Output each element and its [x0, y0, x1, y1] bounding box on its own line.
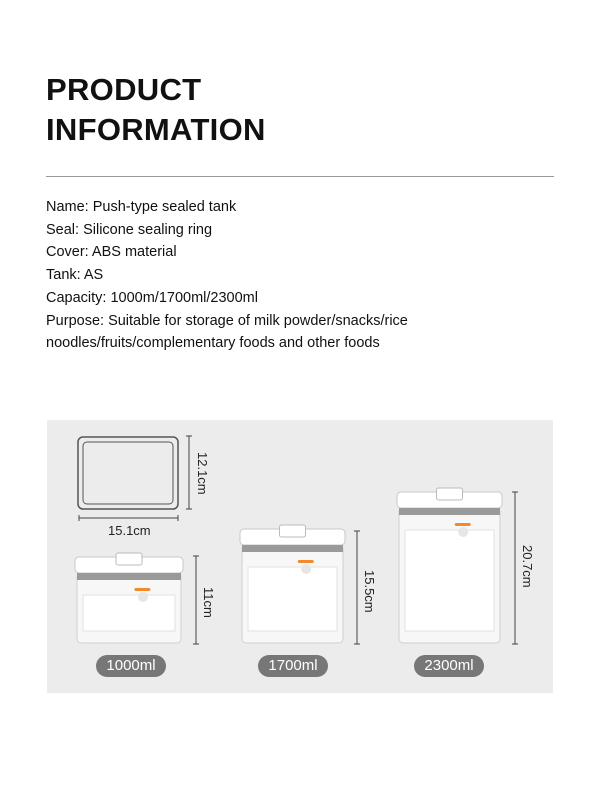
release-button	[134, 588, 150, 591]
height-label-1000: 11cm	[201, 587, 216, 618]
capacity-pill-1000: 1000ml	[96, 655, 166, 677]
spec-seal: Seal: Silicone sealing ring	[46, 221, 213, 238]
release-button	[455, 523, 471, 526]
spec-name: Name: Push-type sealed tank	[46, 199, 237, 215]
container-1700ml	[240, 525, 345, 643]
title-line-2: INFORMATION	[46, 112, 266, 147]
lid-width-label: 15.1cm	[108, 523, 151, 538]
spec-capacity: Capacity: 1000m/1700ml/2300ml	[46, 289, 258, 306]
spec-tank: Tank: AS	[46, 267, 104, 284]
height-label-2300: 20.7cm	[520, 545, 535, 588]
lid-depth-label: 12.1cm	[195, 452, 210, 495]
spec-purpose-cont: noodles/fruits/complementary foods and other foods	[46, 335, 380, 352]
height-label-1700: 15.5cm	[362, 570, 377, 613]
spec-purpose: Purpose: Suitable for storage of milk powder/snacks/rice	[46, 312, 408, 329]
title-line-1: PRODUCT	[46, 72, 202, 107]
release-button	[298, 560, 314, 563]
container-1000ml	[75, 553, 183, 643]
spec-cover: Cover: ABS material	[46, 244, 177, 261]
capacity-pill-1700: 1700ml	[258, 655, 328, 677]
container-2300ml	[397, 488, 502, 643]
capacity-pill-2300: 2300ml	[414, 655, 484, 677]
lid-top-view	[78, 437, 178, 509]
